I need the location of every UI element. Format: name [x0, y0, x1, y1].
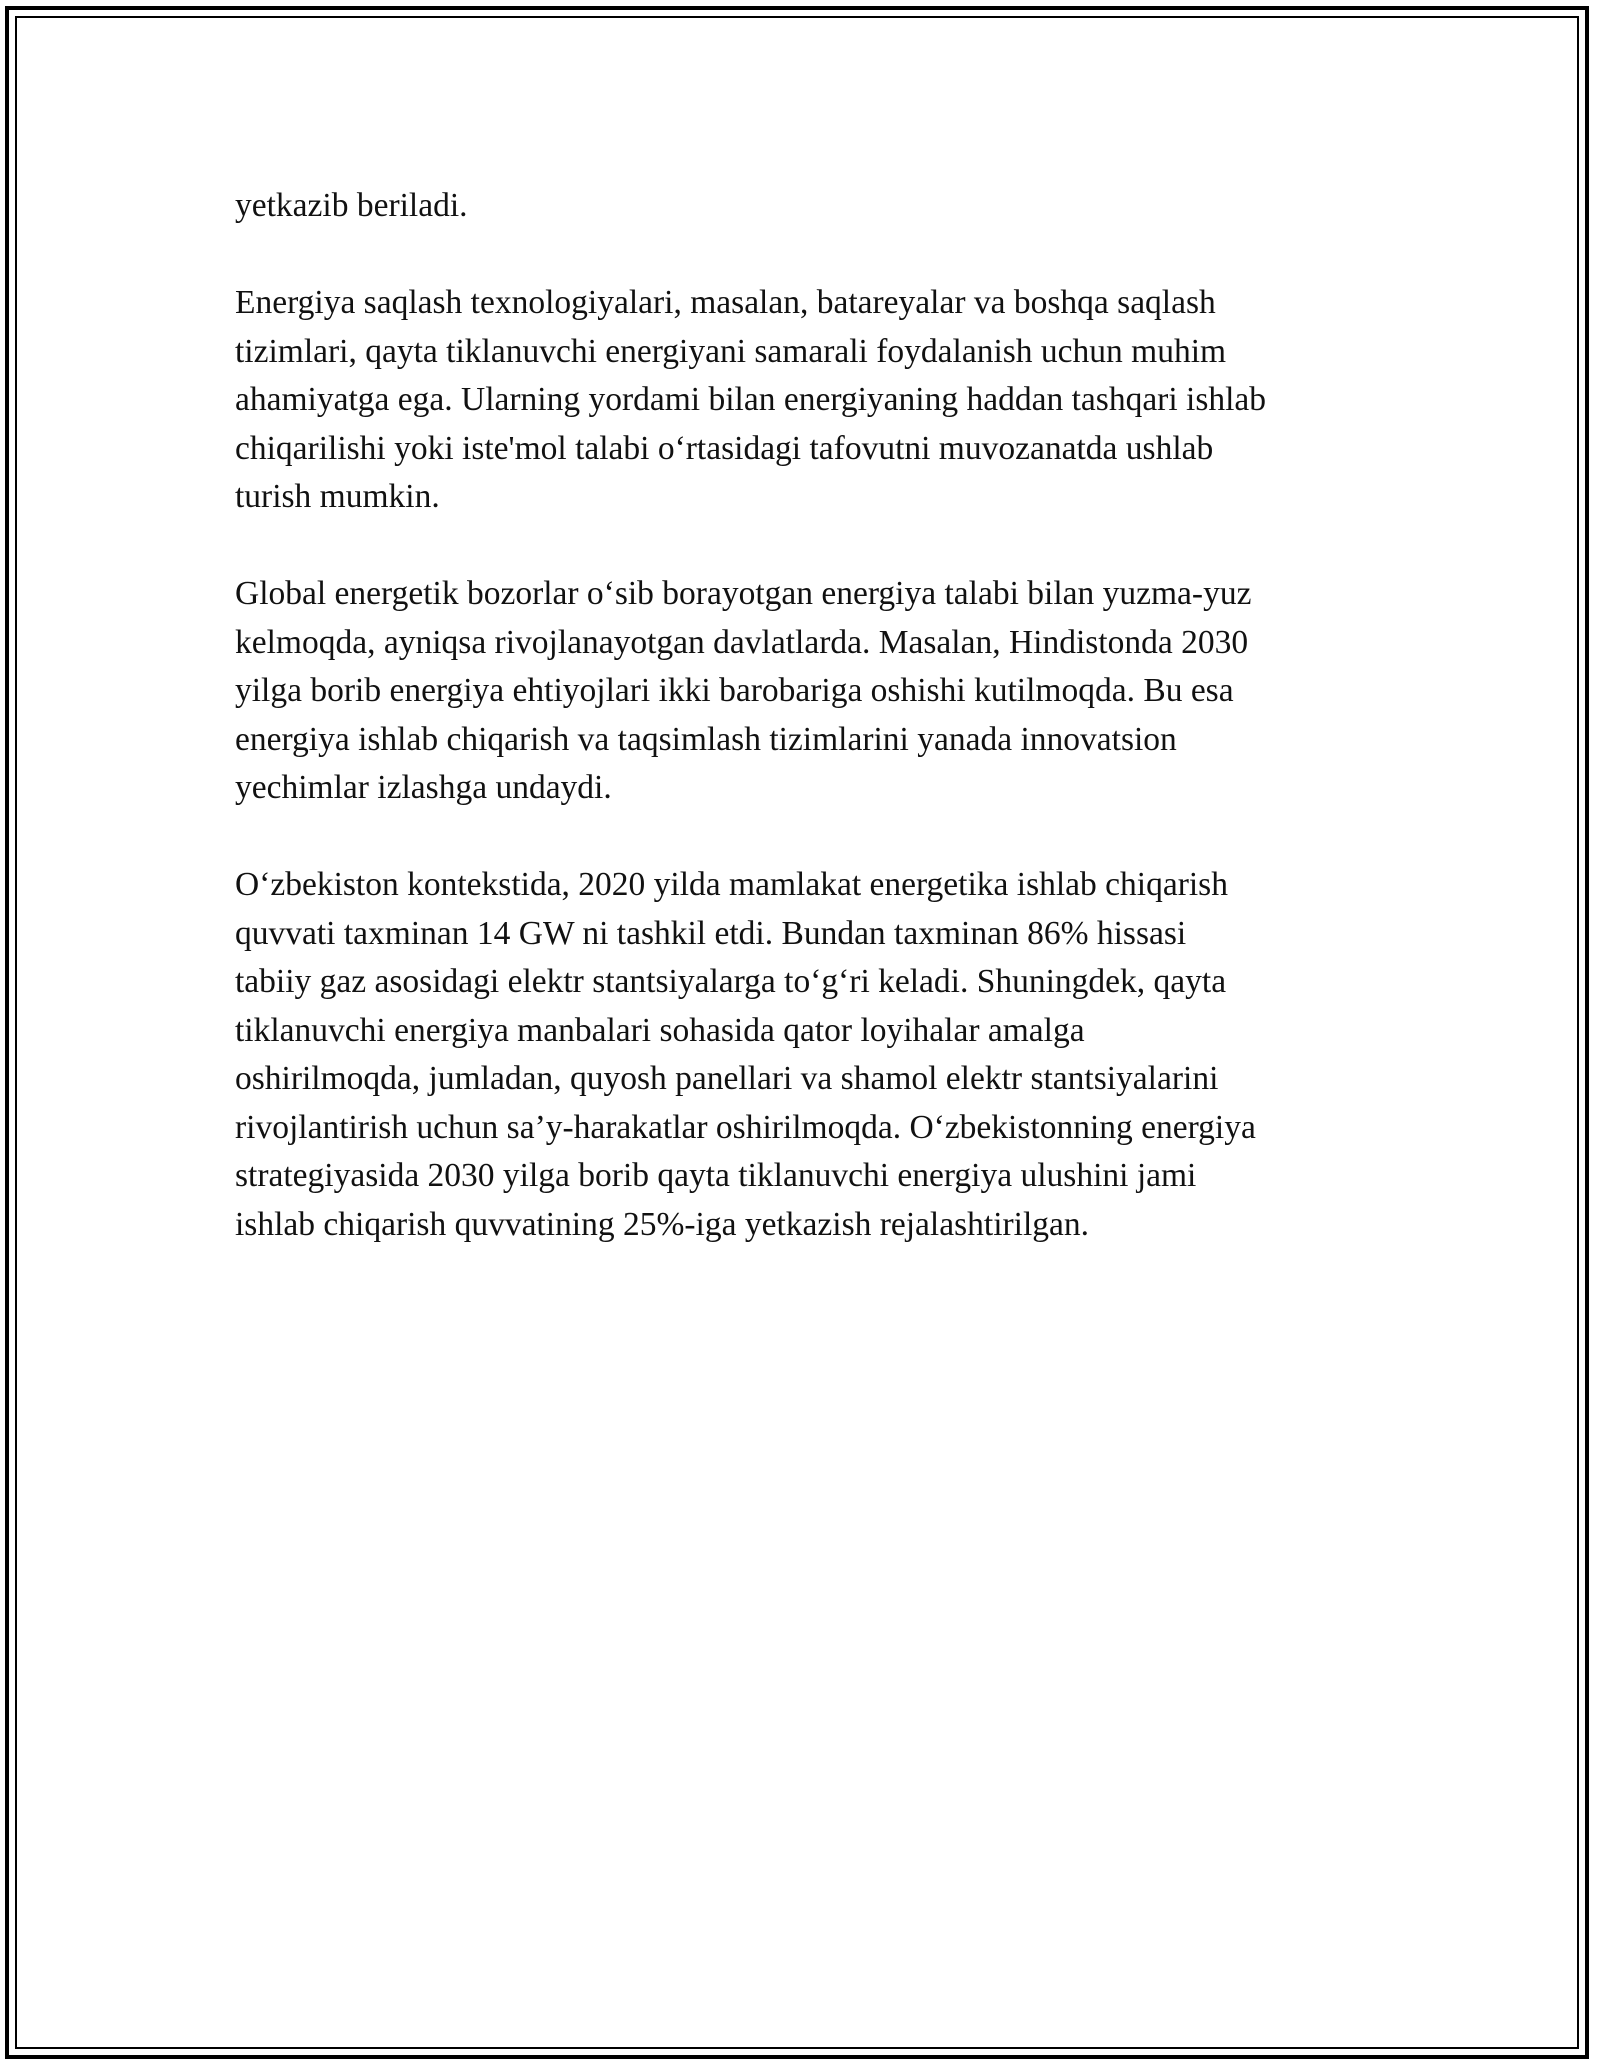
text-line: rivojlantirish uchun sa’y-harakatlar oshirilmoqda. O‘zbekistonning energiya	[235, 1108, 1256, 1146]
text-line: oshirilmoqda, jumladan, quyosh panellari va shamol elektr stantsiyalarini	[235, 1060, 1219, 1097]
text-line: turish mumkin.	[235, 478, 440, 515]
text-line: yilga borib energiya ehtiyojlari ikki barobariga oshishi kutilmoqda. Bu esa	[235, 672, 1234, 709]
text-line: strategiyasida 2030 yilga borib qayta tiklanuvchi energiya ulushini jami	[235, 1157, 1197, 1194]
text-line: tizimlari, qayta tiklanuvchi energiyani samarali foydalanish uchun muhim	[235, 332, 1227, 370]
text-line: tiklanuvchi energiya manbalari sohasida qator loyihalar amalga	[235, 1011, 1085, 1049]
text-line: energiya ishlab chiqarish va taqsimlash tizimlarini yanada innovatsion	[235, 720, 1177, 758]
text-line: ishlab chiqarish quvvatining 25%-iga yetkazish rejalashtirilgan.	[235, 1205, 1090, 1243]
text-line: quvvati taxminan 14 GW ni tashkil etdi. Bundan taxminan 86% hissasi	[235, 914, 1187, 952]
paragraph-4	[235, 861, 1375, 1249]
text-line: O‘zbekiston kontekstida, 2020 yilda mamlakat energetika ishlab chiqarish	[235, 866, 1228, 903]
text-line: yetkazib beriladi.	[235, 187, 468, 224]
paragraph-1	[235, 182, 1375, 231]
text-line: tabiiy gaz asosidagi elektr stantsiyalarga to‘g‘ri keladi. Shuningdek, qayta	[235, 963, 1227, 1000]
paragraph-3	[235, 570, 1375, 813]
text-line: yechimlar izlashga undaydi.	[235, 769, 612, 806]
text-line: kelmoqda, ayniqsa rivojlanayotgan davlatlarda. Masalan, Hindistonda 2030	[235, 623, 1249, 661]
text-line: Energiya saqlash texnologiyalari, masalan, batareyalar va boshqa saqlash	[235, 284, 1216, 321]
text-line: ahamiyatga ega. Ularning yordami bilan energiyaning haddan tashqari ishlab	[235, 381, 1267, 418]
document-body	[235, 182, 1375, 1298]
paragraph-2	[235, 279, 1375, 522]
text-line: Global energetik bozorlar o‘sib borayotgan energiya talabi bilan yuzma-yuz	[235, 575, 1252, 612]
text-line: chiqarilishi yoki iste'mol talabi o‘rtasidagi tafovutni muvozanatda ushlab	[235, 429, 1214, 467]
